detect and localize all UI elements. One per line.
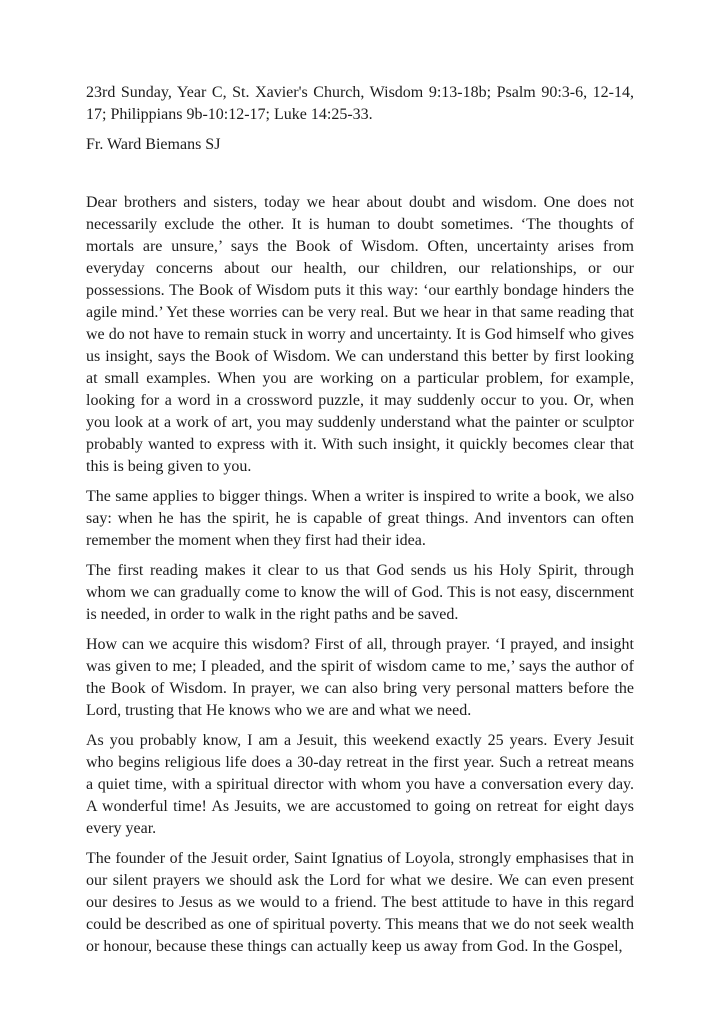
author-line: Fr. Ward Biemans SJ <box>86 136 221 153</box>
liturgical-header: 23rd Sunday, Year C, St. Xavier's Church, Wisdom 9:13-18b; Psalm 90:3-6, 12-14, 17; Philippians 9b-10:12-17; Luke 14:25-33. <box>86 84 634 123</box>
paragraph-5: As you probably know, I am a Jesuit, this weekend exactly 25 years. Every Jesuit who begins religious life does a 30-day retreat in the first year. Such a retreat means a quiet time, with a spiritual director with whom you have a conversation every day. A wonderful time! As Jesuits, we are accustomed to going on retreat for eight days every year. <box>86 732 634 837</box>
paragraph-1: Dear brothers and sisters, today we hear about doubt and wisdom. One does not necessarily exclude the other. It is human to doubt sometimes. ‘The thoughts of mortals are unsure,’ says the Book of Wisdom. Often, uncertainty arises from everyday concerns about our health, our children, our relationships, or our possessions. The Book of Wisdom puts it this way: ‘our earthly bondage hinders the agile mind.’ Yet these worries can be very real. But we hear in that same reading that we do not have to remain stuck in worry and uncertainty. It is God himself who gives us insight, says the Book of Wisdom. We can understand this better by first looking at small examples. When you are working on a particular problem, for example, looking for a word in a crossword puzzle, it may suddenly occur to you. Or, when you look at a work of art, you may suddenly understand what the painter or sculptor probably wanted to express with it. With such insight, it quickly becomes clear that this is being given to you. <box>86 194 634 475</box>
document-body <box>86 82 634 966</box>
paragraph-2: The same applies to bigger things. When a writer is inspired to write a book, we also say: when he has the spirit, he is capable of great things. And inventors can often remember the moment when they first had their idea. <box>86 488 634 549</box>
paragraph-3: The first reading makes it clear to us that God sends us his Holy Spirit, through whom we can gradually come to know the will of God. This is not easy, discernment is needed, in order to walk in the right paths and be saved. <box>86 562 634 623</box>
paragraph-4: How can we acquire this wisdom? First of all, through prayer. ‘I prayed, and insight was given to me; I pleaded, and the spirit of wisdom came to me,’ says the author of the Book of Wisdom. In prayer, we can also bring very personal matters before the Lord, trusting that He knows who we are and what we need. <box>86 636 634 719</box>
paragraph-6: The founder of the Jesuit order, Saint Ignatius of Loyola, strongly emphasises that in our silent prayers we should ask the Lord for what we desire. We can even present our desires to Jesus as we would to a friend. The best attitude to have in this regard could be described as one of spiritual poverty. This means that we do not seek wealth or honour, because these things can actually keep us away from God. In the Gospel, <box>86 850 634 955</box>
